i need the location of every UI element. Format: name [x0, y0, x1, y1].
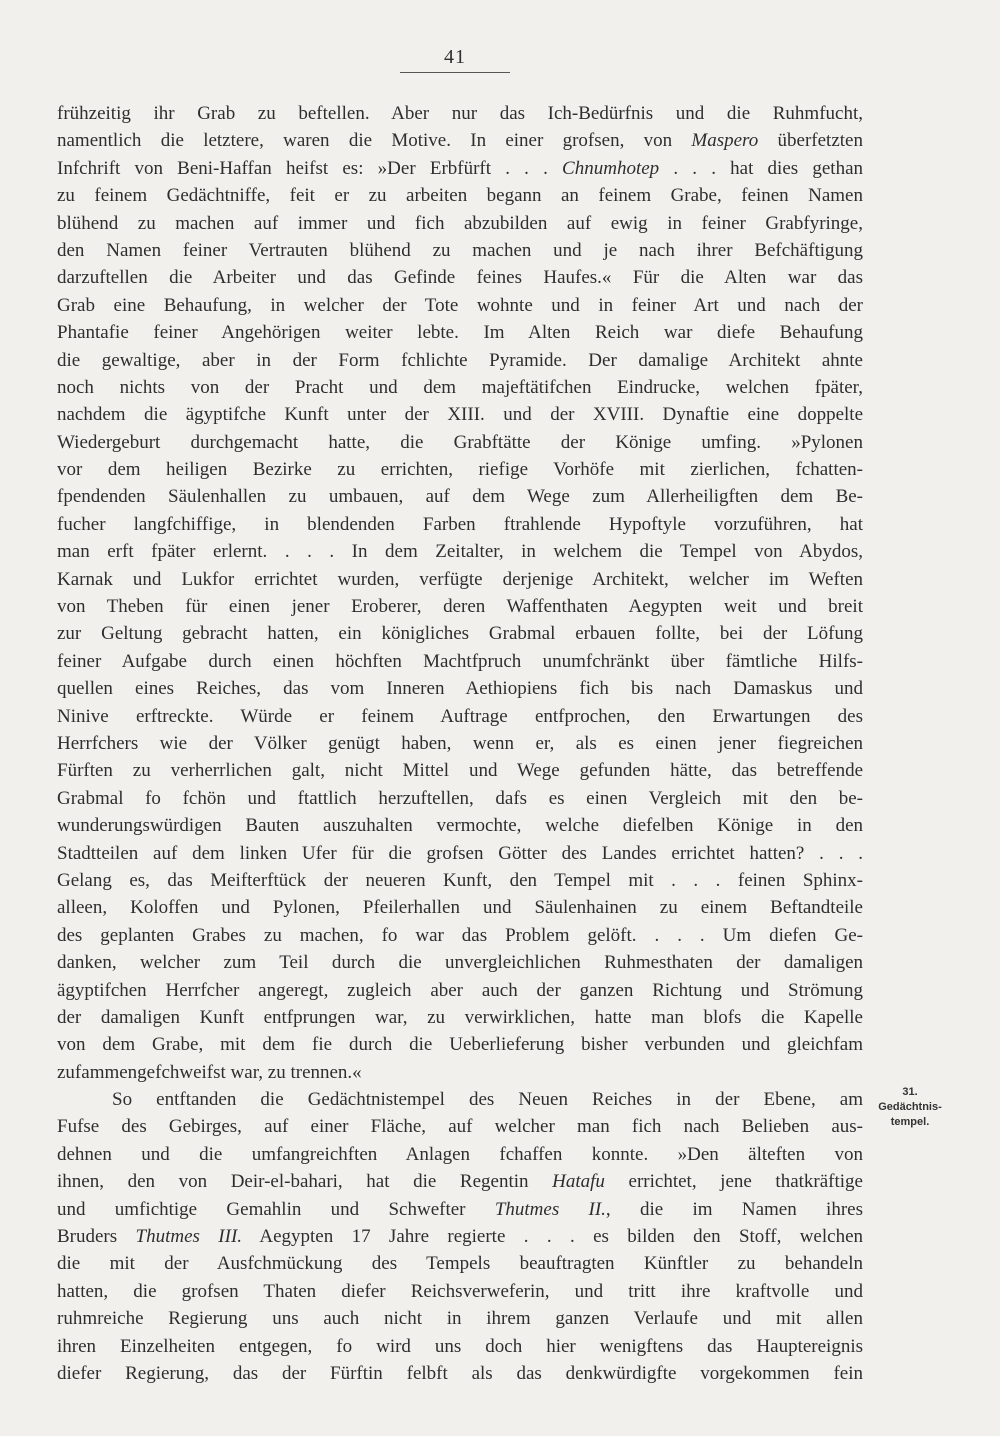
text-line: diefer Regierung, das der Fürftin felbft als das denkwürdigfte vorgekommen fein [57, 1362, 863, 1384]
text-line: ihren Einzelheiten entgegen, fo wird uns doch hier wenigftens das Hauptereignis [57, 1335, 863, 1357]
italic-name: Chnumhotep [562, 157, 660, 179]
text-line: die mit der Ausfchmückung des Tempels beauftragten Künftler zu behandeln [57, 1253, 863, 1275]
text-line: So entftanden die Gedächtnistempel des Neuen Reiches in der Ebene, am [112, 1089, 863, 1111]
text-line: ruhmreiche Regierung uns auch nicht in ihrem ganzen Verlaufe und mit allen [57, 1308, 863, 1330]
text-line: Stadtteilen auf dem linken Ufer für die grofsen Götter des Landes errichtet hatten? . . . [57, 842, 863, 864]
text-line: Wiedergeburt durchgemacht hatte, die Grabftätte der Könige umfing. »Pylonen [57, 431, 863, 453]
text-line: dehnen und die umfangreichften Anlagen fchaffen konnte. »Den älteften von [57, 1143, 863, 1165]
text-line: darzuftellen die Arbeiter und das Gefinde feines Haufes.« Für die Alten war das [57, 267, 863, 289]
text-line: Karnak und Lukfor errichtet wurden, verfügte derjenige Architekt, welcher im Weften [57, 568, 863, 590]
page-number: 41 [444, 46, 466, 68]
text-line: von Theben für einen jener Eroberer, deren Waffenthaten Aegypten weit und breit [57, 596, 863, 618]
text-line: danken, welcher zum Teil durch die unvergleichlichen Ruhmesthaten der damaligen [57, 952, 863, 974]
text-line: und umfichtige Gemahlin und Schwefter Thutmes II., die im Namen ihres [57, 1198, 863, 1220]
italic-name: Thutmes III. [135, 1226, 243, 1248]
text-line: fpendenden Säulenhallen zu umbauen, auf dem Wege zum Allerheiligften dem Be- [57, 486, 863, 508]
text-line: namentlich die letztere, waren die Motive. In einer grofsen, von Maspero überfetzten [57, 130, 863, 152]
text-line: Herrfchers wie der Völker genügt haben, wenn er, als es einen jener fiegreichen [57, 732, 863, 754]
text-line: frühzeitig ihr Grab zu beftellen. Aber nur das Ich-Bedürfnis und die Ruhmfucht, [57, 103, 863, 124]
margin-note-number: 31. [902, 1086, 918, 1098]
text-line: Gelang es, das Meifterftück der neueren Kunft, den Tempel mit . . . feinen Sphinx- [57, 869, 863, 891]
text-line: die gewaltige, aber in der Form fchlichte Pyramide. Der damalige Architekt ahnte [57, 349, 863, 371]
text-line: der damaligen Kunft entfprungen war, zu verwirklichen, hatte man blofs die Kapelle [57, 1006, 863, 1028]
italic-name: Hatafu [552, 1171, 605, 1193]
margin-note-line1: Gedächtnis- [878, 1101, 942, 1113]
text-line: Grab eine Behaufung, in welcher der Tote wohnte und in feiner Art und nach der [57, 294, 863, 316]
text-line: zufammengefchweifst war, zu trennen.« [57, 1061, 362, 1083]
text-line: vor dem heiligen Bezirke zu errichten, riefige Vorhöfe mit zierlichen, fchatten- [57, 459, 863, 481]
text-line: zu feinem Gedächtniffe, feit er zu arbeiten begann an feinem Grabe, feinen Namen [57, 185, 863, 207]
text-line: Infchrift von Beni-Haffan heifst es: »Der Erbfürft . . . Chnumhotep . . . hat dies gethan [57, 157, 863, 179]
text-line: zur Geltung gebracht hatten, ein königliches Grabmal erbauen follte, bei der Löfung [57, 623, 863, 645]
text-line: Bruders Thutmes III. Aegypten 17 Jahre regierte . . . es bilden den Stoff, welchen [57, 1226, 863, 1248]
header-rule [400, 72, 510, 73]
text-line: des geplanten Grabes zu machen, fo war das Problem gelöft. . . . Um diefen Ge- [57, 924, 863, 946]
body-text [57, 100, 863, 1387]
text-line: von dem Grabe, mit dem fie durch die Ueberlieferung bisher verbunden und gleichfam [57, 1034, 863, 1056]
text-line: ägyptifchen Herrfcher angeregt, zugleich aber auch der ganzen Richtung und Strömung [57, 979, 863, 1001]
margin-note-line2: tempel. [890, 1116, 930, 1128]
text-line: man erft fpäter erlernt. . . . In dem Zeitalter, in welchem die Tempel von Abydos, [57, 541, 863, 563]
text-line: quellen eines Reiches, das vom Inneren Aethiopiens fich bis nach Damaskus und [57, 678, 863, 700]
text-line: fucher langfchiffige, in blendenden Farben ftrahlende Hypoftyle vorzuführen, hat [57, 513, 863, 535]
text-line: den Namen feiner Vertrauten blühend zu machen und je nach ihrer Befchäftigung [57, 239, 863, 261]
text-line: Ninive erftreckte. Würde er feinem Auftrage entfprochen, den Erwartungen des [57, 705, 863, 727]
italic-name: Thutmes II. [494, 1198, 606, 1220]
italic-name: Maspero [691, 130, 759, 152]
text-line: Phantafie feiner Angehörigen weiter lebte. Im Alten Reich war diefe Behaufung [57, 322, 863, 344]
text-line: noch nichts von der Pracht und dem majeftätifchen Eindrucke, welchen fpäter, [57, 376, 863, 398]
margin-note [868, 1085, 952, 1130]
text-line: blühend zu machen auf immer und fich abzubilden auf ewig in feiner Grabfyringe, [57, 212, 863, 234]
text-line: feiner Aufgabe durch einen höchften Machtfpruch unumfchränkt über fämtliche Hilfs- [57, 650, 863, 672]
text-line: Grabmal fo fchön und ftattlich herzuftellen, dafs es einen Vergleich mit den be- [57, 787, 863, 809]
text-line: wunderungswürdigen Bauten auszuhalten vermochte, welche diefelben Könige in den [57, 815, 863, 837]
text-line: Fufse des Gebirges, auf einer Fläche, auf welcher man fich nach Belieben aus- [57, 1116, 863, 1138]
text-line: alleen, Koloffen und Pylonen, Pfeilerhallen und Säulenhainen zu einem Beftandteile [57, 897, 863, 919]
text-line: hatten, die grofsen Thaten diefer Reichsverweferin, und tritt ihre kraftvolle und [57, 1280, 863, 1302]
text-line: ihnen, den von Deir-el-bahari, hat die Regentin Hatafu errichtet, jene thatkräftige [57, 1171, 863, 1193]
text-line: Fürften zu verherrlichen galt, nicht Mittel und Wege gefunden hätte, das betreffende [57, 760, 863, 782]
text-line: nachdem die ägyptifche Kunft unter der XIII. und der XVIII. Dynaftie eine doppelte [57, 404, 863, 426]
